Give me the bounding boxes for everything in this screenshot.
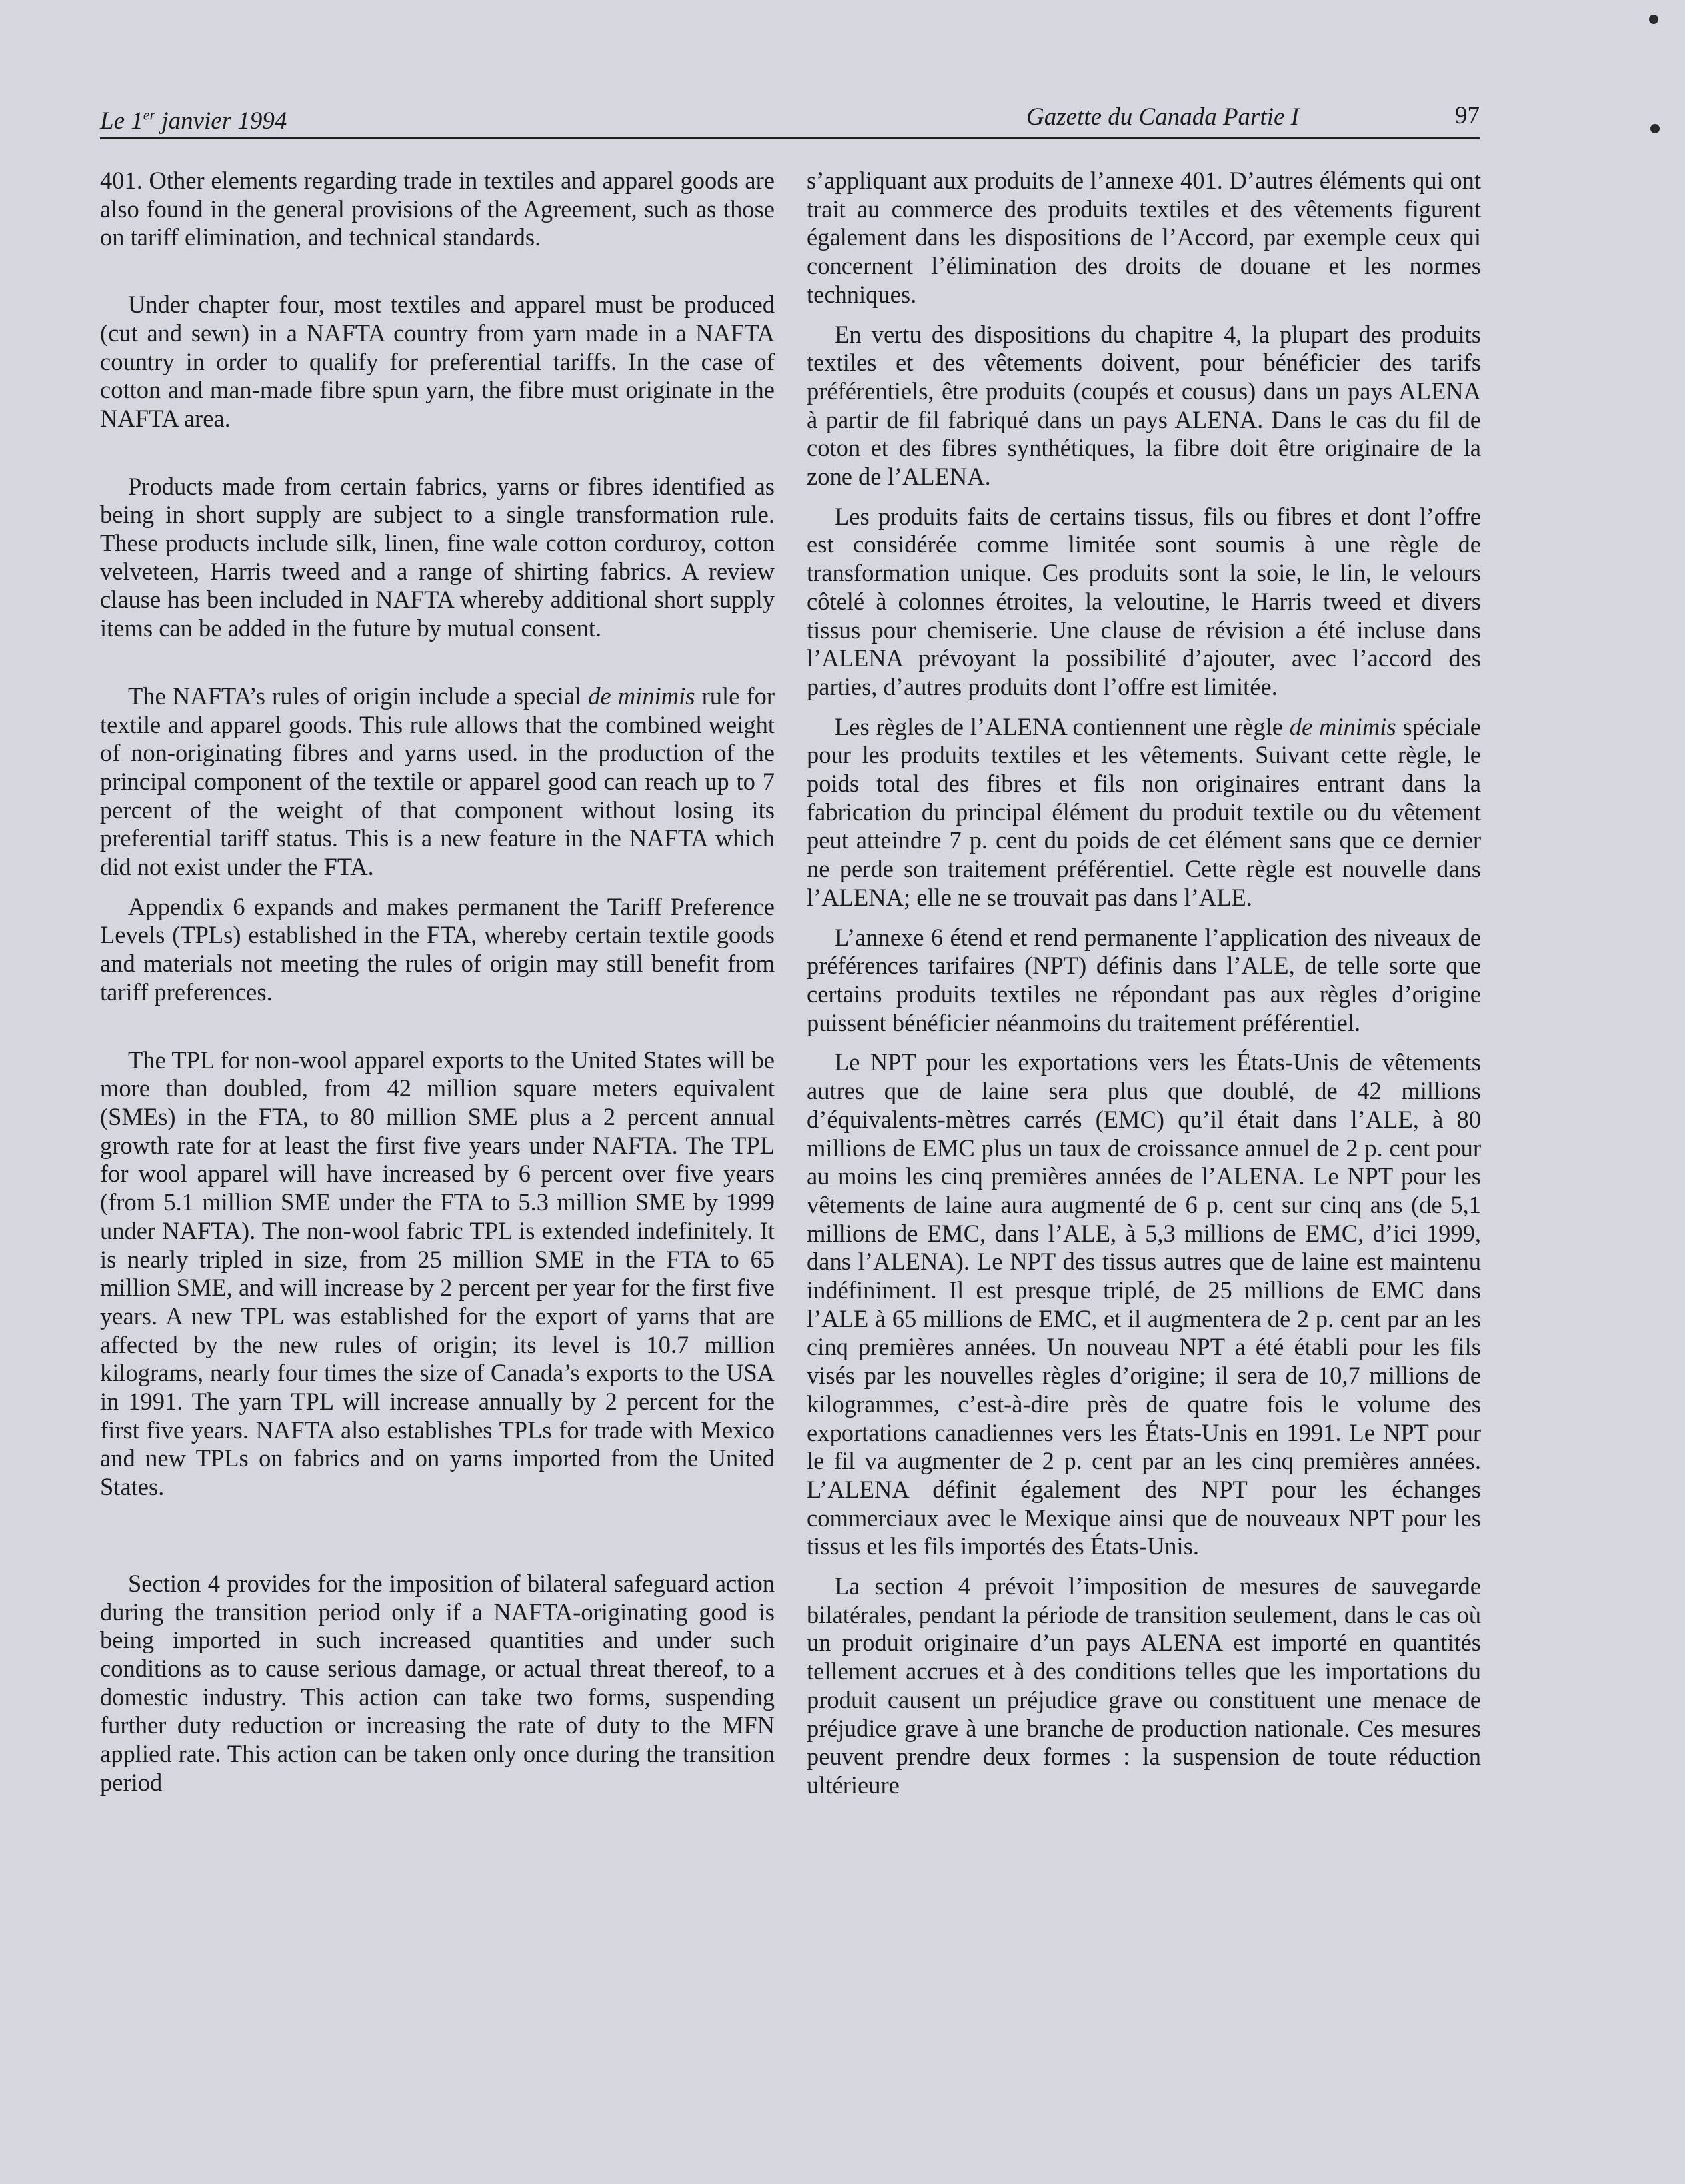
english-paragraph: Section 4 provides for the imposition of bilateral safeguard action during the transition period only if a NAFTA-originating good is being imported in such increased quantities and under such conditions as to cause serious damage, or actual threat thereof, to a domestic industry. This action can take two forms, suspending further duty reduction or increasing the rate of duty to the MFN applied rate. This action can be taken only once during the transition period	[100, 1569, 775, 1796]
page-header	[100, 100, 1480, 139]
header-publication: Gazette du Canada Partie I	[1026, 103, 1300, 131]
english-paragraph: Under chapter four, most textiles and apparel must be produced (cut and sewn) in a NAFTA country from yarn made in a NAFTA country in order to qualify for preferential tariffs. In the case of cotton and man-made fibre spun yarn, the fibre must originate in the NAFTA area.	[100, 291, 775, 432]
header-rule	[100, 137, 1480, 139]
scan-mark	[1650, 124, 1660, 133]
english-paragraph: Products made from certain fabrics, yarns or fibres identified as being in short supply are subject to a single transformation rule. These products include silk, linen, fine wale cotton corduroy, cotton velveteen, Harris tweed and a range of shirting fabrics. A review clause has been included in NAFTA whereby additional short supply items can be added in the future by mutual consent.	[100, 472, 775, 642]
header-date: Le 1er janvier 1994	[100, 106, 287, 135]
french-paragraph: La section 4 prévoit l’imposition de mesures de sauvegarde bilatérales, pendant la période de transition seulement, dans le cas où un produit originaire d’un pays ALENA est importé en quantités tellement accrues et à des conditions telles que les importations du produit causent un préjudice grave ou constituent une menace de préjudice grave à une branche de production nationale. Ces mesures peuvent prendre deux formes : la suspension de toute réduction ultérieure	[807, 1572, 1481, 1799]
french-paragraph: L’annexe 6 étend et rend permanente l’application des niveaux de préférences tarifaires (NPT) définis dans l’ALE, de telle sorte que certains produits textiles ne répondant pas aux règles d’origine puissent bénéficier néanmoins du traitement préférentiel.	[807, 923, 1481, 1036]
page-number: 97	[1455, 102, 1480, 129]
french-paragraph: s’appliquant aux produits de l’annexe 401. D’autres éléments qui ont trait au commerce des produits textiles et des vêtements figurent également dans les dispositions de l’Accord, par exemple ceux qui concernent l’élimination des droits de douane et les normes techniques.	[807, 167, 1481, 308]
french-paragraph: Le NPT pour les exportations vers les États-Unis de vêtements autres que de laine sera plus que doublé, de 42 millions d’équivalents-mètres carrés (EMC) qu’il était dans l’ALE, à 80 millions de EMC plus un taux de croissance annuel de 2 p. cent pour au moins les cinq premières années de l’ALENA. Le NPT pour les vêtements de laine aura augmenté de 6 p. cent sur cinq ans (de 5,1 millions de EMC, dans l’ALE, à 5,3 millions de EMC, d’ici 1999, dans l’ALENA). Le NPT des tissus autres que de laine est maintenu indéfiniment. Il est presque triplé, de 25 millions de EMC dans l’ALE à 65 millions de EMC, et il augmentera de 2 p. cent par an les cinq premières années. Un nouveau NPT a été établi pour les fils visés par les nouvelles règles d’origine; il sera de 10,7 millions de kilogrammes, c’est-à-dire près de quatre fois le volume des exportations canadiennes vers les États-Unis en 1991. Le NPT pour le fil va augmenter de 2 p. cent par an les cinq premières années. L’ALENA définit également des NPT pour les échanges commerciaux avec le Mexique ainsi que de nouveaux NPT pour les tissus et les fils importés des États-Unis.	[807, 1048, 1481, 1560]
english-paragraph: The NAFTA’s rules of origin include a special de minimis rule for textile and apparel goods. This rule allows that the combined weight of non-originating fibres and yarns used. in the production of the principal component of the textile or apparel good can reach up to 7 percent of the weight of that component without losing its preferential tariff status. This is a new feature in the NAFTA which did not exist under the FTA.	[100, 682, 775, 881]
english-paragraph: Appendix 6 expands and makes permanent the Tariff Preference Levels (TPLs) established in the FTA, whereby certain textile goods and materials not meeting the rules of origin may still benefit from tariff preferences.	[100, 892, 775, 1006]
scan-mark	[1649, 15, 1658, 24]
english-column	[100, 167, 775, 1797]
english-paragraph: 401. Other elements regarding trade in textiles and apparel goods are also found in the general provisions of the Agreement, such as those on tariff elimination, and technical standards.	[100, 167, 775, 251]
french-paragraph: Les règles de l’ALENA contiennent une règle de minimis spéciale pour les produits textiles et les vêtements. Suivant cette règle, le poids total des fibres et fils non originaires entrant dans la fabrication du principal élément du produit textile ou du vêtement peut atteindre 7 p. cent du poids de cet élément sans que ce dernier ne perde son traitement préférentiel. Cette règle est nouvelle dans l’ALENA; elle ne se trouvait pas dans l’ALE.	[807, 712, 1481, 911]
french-column	[807, 167, 1481, 1800]
french-paragraph: En vertu des dispositions du chapitre 4, la plupart des produits textiles et des vêtements doivent, pour bénéficier des tarifs préférentiels, être produits (coupés et cousus) dans un pays ALENA à partir de fil fabriqué dans un pays ALENA. Dans le cas du fil de coton et des fibres synthétiques, la fibre doit être originaire de la zone de l’ALENA.	[807, 320, 1481, 491]
english-paragraph: The TPL for non-wool apparel exports to the United States will be more than doubled, from 42 million square meters equivalent (SMEs) in the FTA, to 80 million SME plus a 2 percent annual growth rate for at least the first five years under NAFTA. The TPL for wool apparel will have increased by 6 percent over five years (from 5.1 million SME under the FTA to 5.3 million SME by 1999 under NAFTA). The non-wool fabric TPL is extended indefinitely. It is nearly tripled in size, from 25 million SME in the FTA to 65 million SME, and will increase by 2 percent per year for the first five years. A new TPL was established for the export of yarns that are affected by the new rules of origin; its level is 10.7 million kilograms, nearly four times the size of Canada’s exports to the USA in 1991. The yarn TPL will increase annually by 2 percent for the first five years. NAFTA also establishes TPLs for trade with Mexico and new TPLs on fabrics and on yarns imported from the United States.	[100, 1046, 775, 1501]
french-paragraph: Les produits faits de certains tissus, fils ou fibres et dont l’offre est considérée comme limitée sont soumis à une règle de transformation unique. Ces produits sont la soie, le lin, le velours côtelé à colonnes étroites, la veloutine, le Harris tweed et divers tissus pour chemiserie. Une clause de révision a été incluse dans l’ALENA prévoyant la possibilité d’ajouter, avec l’accord des parties, d’autres produits dont l’offre est limitée.	[807, 502, 1481, 700]
